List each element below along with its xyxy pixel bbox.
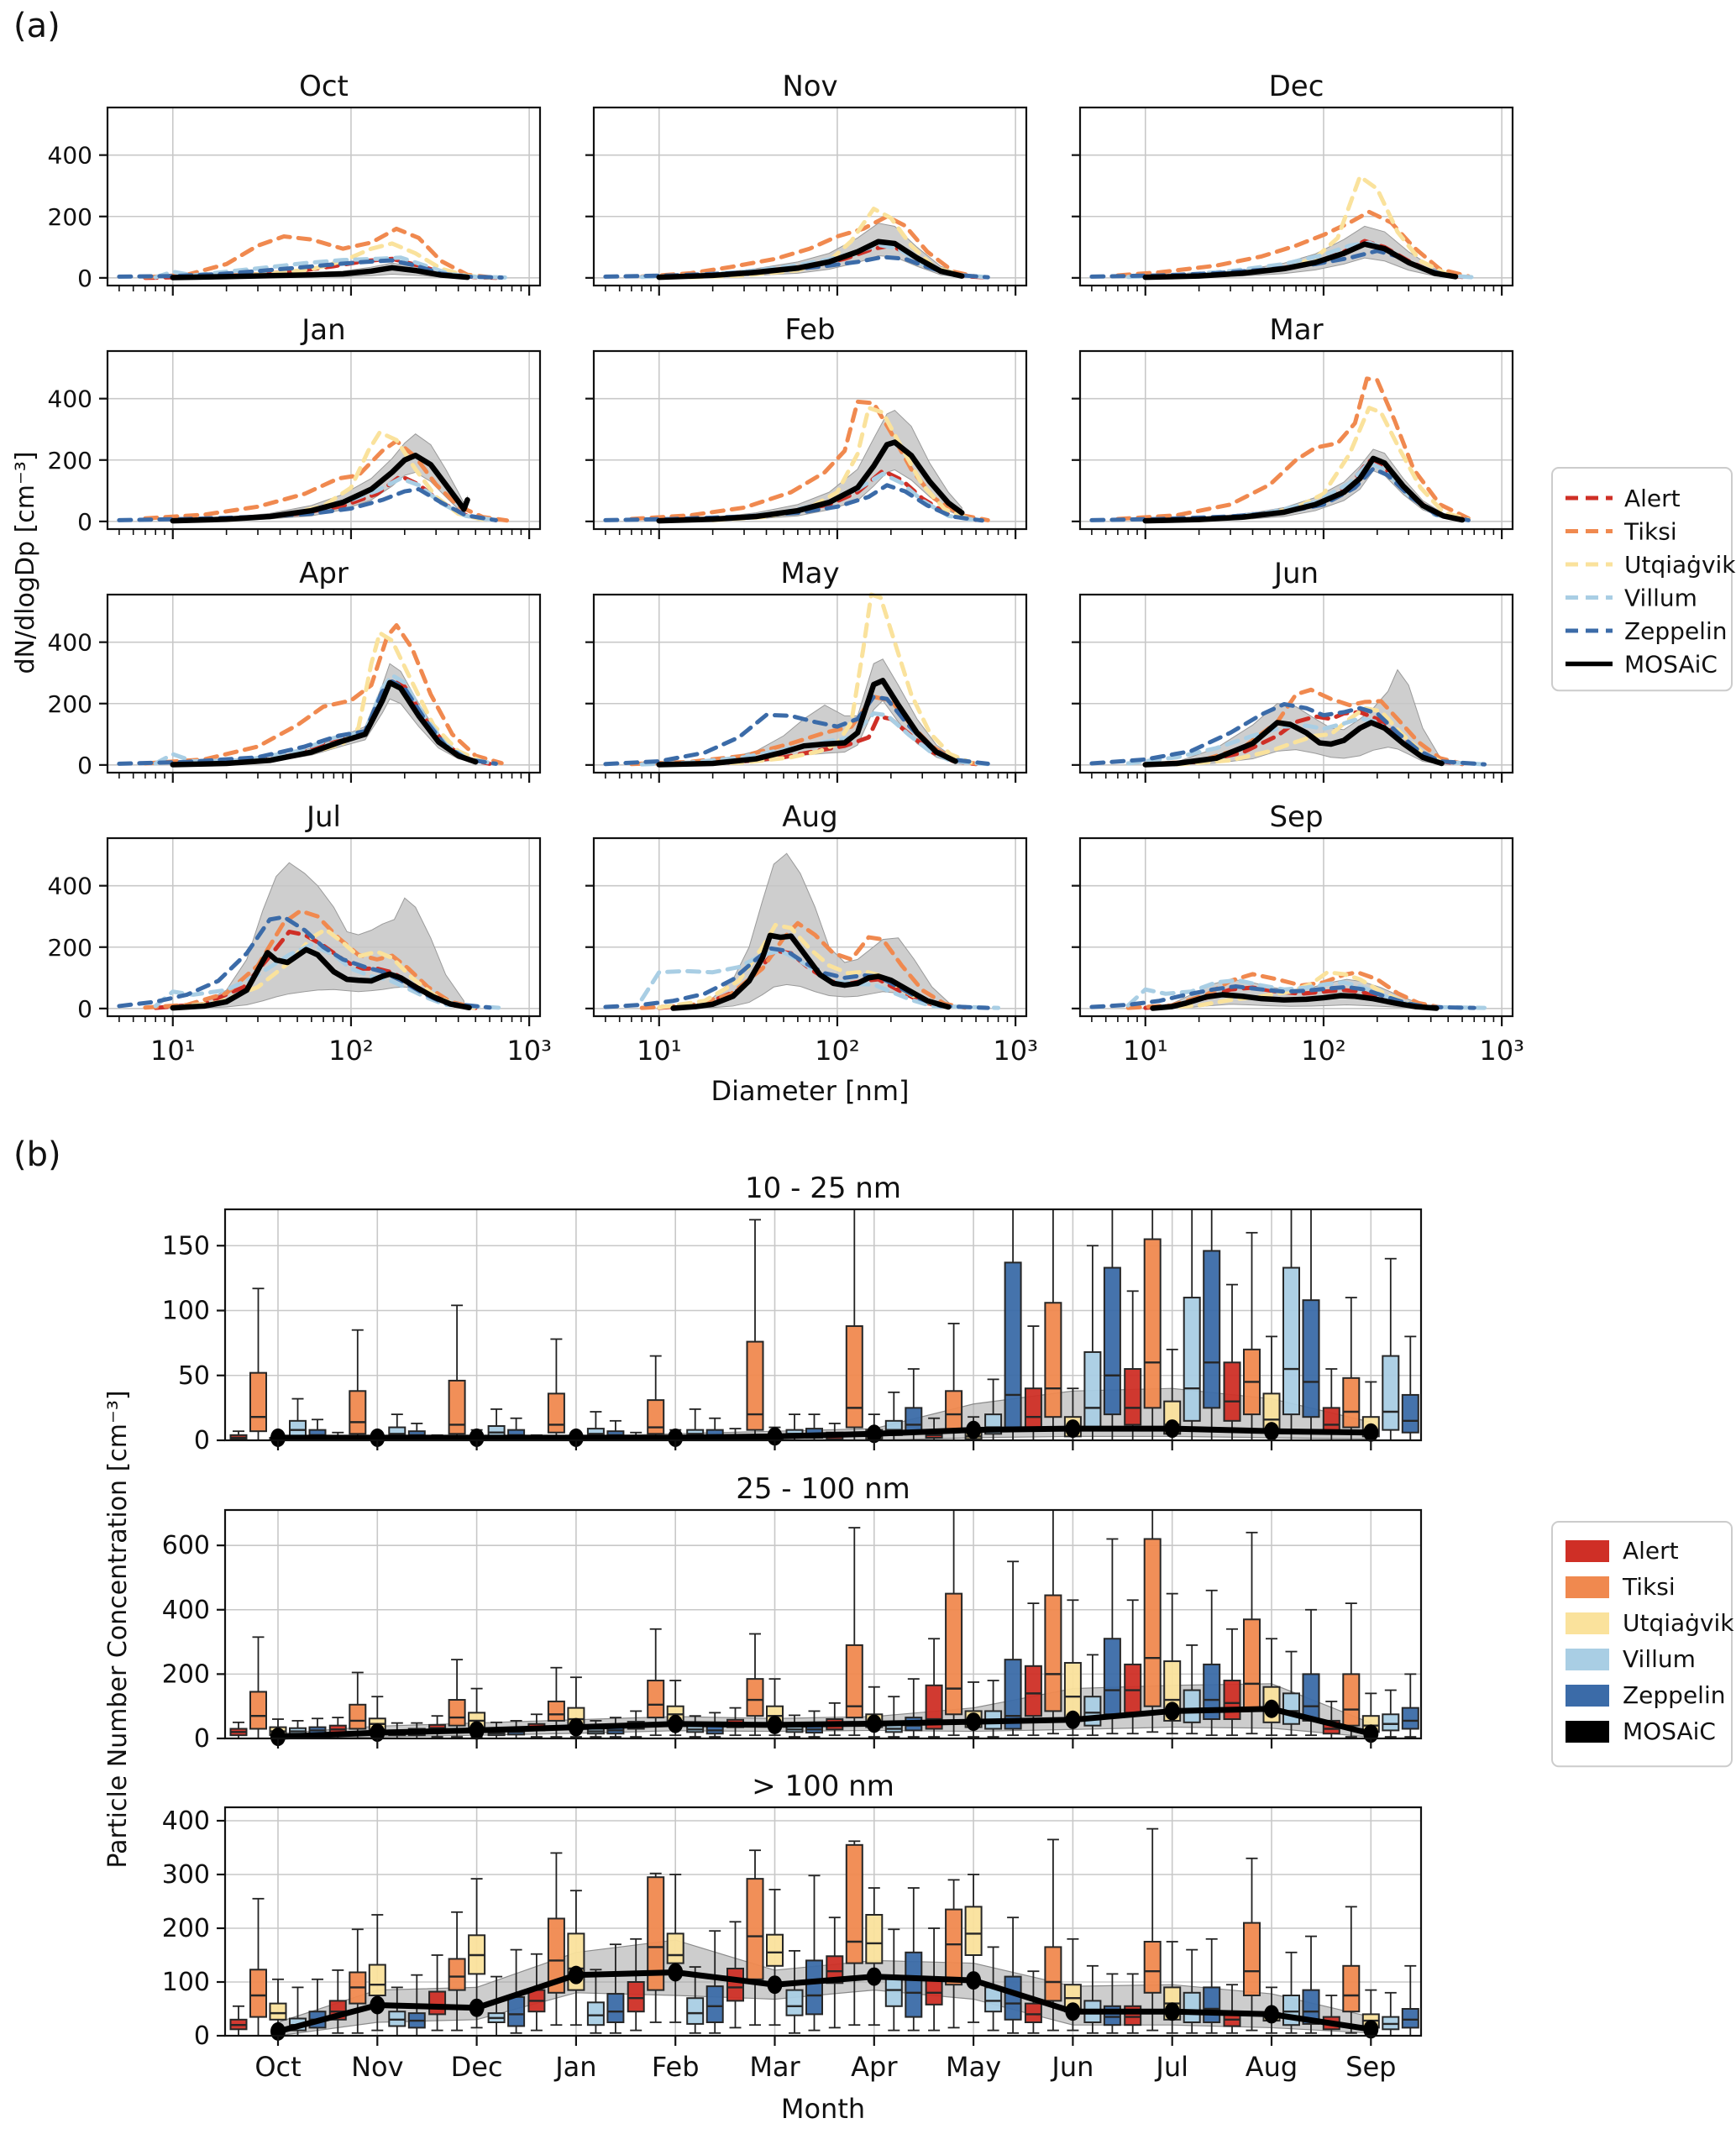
utqiagvik-box-feb: [668, 1874, 684, 2022]
subplot-nov: [585, 70, 1026, 296]
boxplot-title: 10 - 25 nm: [745, 1172, 901, 1205]
subplot-jun: [1072, 557, 1513, 783]
mosaic-dot: [569, 1966, 584, 1985]
alert-box-oct: [231, 1722, 247, 1738]
subplot-apr: [48, 557, 540, 783]
boxplot-2: [162, 1770, 1421, 2083]
subplot-title: Jan: [302, 313, 346, 347]
subplot-dec: [1072, 70, 1513, 296]
mosaic-dot: [966, 1421, 981, 1439]
month-tick-label: Oct: [254, 2051, 302, 2083]
mosaic-dot: [668, 1715, 683, 1733]
alert-box-oct: [231, 1431, 247, 1440]
villum-box-sep: [1382, 1993, 1398, 2036]
month-tick-label: Dec: [450, 2051, 503, 2083]
y-tick-label: 400: [47, 385, 92, 413]
alert-box-apr: [826, 1917, 842, 2027]
panel-a-legend: [1552, 468, 1736, 690]
x-tick-label: 10¹: [636, 1035, 682, 1067]
alert-box-jun: [1025, 1326, 1041, 1440]
subplot-title: Sep: [1269, 800, 1324, 834]
y-tick-label: 200: [47, 202, 92, 231]
subplot-sep: [1072, 800, 1524, 1067]
x-tick-label: 10²: [1301, 1035, 1346, 1067]
month-tick-label: Sep: [1345, 2051, 1397, 2083]
y-tick-label: 400: [47, 141, 92, 170]
x-tick-label: 10²: [815, 1035, 860, 1067]
mosaic-dot: [1264, 2005, 1279, 2023]
subplot-title: Nov: [782, 70, 838, 103]
alert-box-mar: [727, 1922, 743, 2027]
y-tick-label: 200: [161, 1914, 210, 1943]
villum-box-sep: [1382, 1691, 1398, 1738]
mosaic-dot: [966, 1971, 981, 1990]
panel-b-xlabel: Month: [780, 2093, 866, 2125]
villum-box-jun: [1084, 1245, 1100, 1440]
zeppelin-box-may: [1005, 1209, 1021, 1440]
panel-b-legend: [1552, 1522, 1734, 1766]
zeppelin-box-jul: [1204, 1939, 1219, 2033]
mosaic-dot: [1165, 1419, 1180, 1438]
y-tick-label: 0: [77, 507, 92, 536]
subplot-title: Feb: [784, 313, 836, 347]
tiksi-box-dec: [449, 1305, 465, 1440]
month-tick-label: May: [946, 2051, 1002, 2083]
alert-box-jun: [1025, 1603, 1041, 1735]
y-tick-label: 0: [193, 1426, 210, 1455]
subplot-title: May: [780, 557, 840, 590]
zeppelin-box-apr: [905, 1888, 921, 2031]
utqiagvik-box-apr: [866, 1888, 882, 2025]
subplot-feb: [585, 313, 1026, 539]
tiksi-box-oct: [250, 1637, 266, 1738]
panel-a-label: (a): [13, 7, 60, 45]
utqiagvik-box-jan: [568, 1890, 584, 2025]
tiksi-legend-swatch: [1566, 1576, 1609, 1598]
y-tick-label: 400: [161, 1595, 210, 1625]
zeppelin-box-sep: [1403, 1336, 1419, 1440]
y-tick-label: 0: [77, 751, 92, 779]
boxplot-0: [162, 1172, 1421, 1455]
month-tick-label: Jun: [1052, 2051, 1094, 2083]
mosaic-dot: [370, 1996, 385, 2015]
mosaic-legend-label: MOSAiC: [1624, 650, 1718, 679]
villum-box-aug: [1283, 1209, 1299, 1440]
panel-a-xlabel: Diameter [nm]: [711, 1075, 910, 1107]
x-tick-label: 10³: [993, 1035, 1038, 1067]
zeppelin-box-jul: [1204, 1591, 1219, 1735]
mosaic-legend-swatch: [1566, 1721, 1609, 1743]
y-tick-label: 100: [161, 1968, 210, 1997]
x-tick-label: 10²: [328, 1035, 374, 1067]
villum-box-jul: [1184, 1645, 1200, 1733]
y-tick-label: 0: [77, 994, 92, 1023]
tiksi-box-aug: [1244, 1533, 1260, 1733]
month-tick-label: Apr: [851, 2051, 898, 2083]
mosaic-dot: [867, 1714, 882, 1733]
tiksi-box-may: [946, 1510, 962, 1735]
subplot-oct: [48, 70, 540, 296]
zeppelin-box-aug: [1303, 1209, 1319, 1440]
tiksi-box-may: [946, 1324, 962, 1440]
panel-b-label: (b): [13, 1135, 61, 1174]
utqiagvik-box-mar: [767, 1890, 783, 2025]
alert-box-aug: [1225, 1629, 1240, 1735]
alert-legend-label: Alert: [1623, 1537, 1679, 1565]
subplot-title: Mar: [1269, 313, 1324, 347]
tiksi-box-sep: [1343, 1603, 1359, 1737]
zeppelin-box-apr: [905, 1679, 921, 1737]
month-tick-label: Jan: [555, 2051, 597, 2083]
panel-a-ylabel: dN/dlogDp [cm⁻³]: [11, 451, 40, 674]
tiksi-legend-label: Tiksi: [1623, 1573, 1676, 1601]
alert-box-jul: [1125, 1291, 1141, 1440]
subplot-aug: [585, 800, 1038, 1067]
tiksi-box-jan: [548, 1339, 564, 1440]
tiksi-box-jul: [1145, 1209, 1161, 1440]
tiksi-box-may: [946, 1880, 962, 2027]
villum-box-mar: [787, 1951, 803, 2033]
y-tick-label: 600: [161, 1531, 210, 1561]
y-tick-label: 50: [177, 1361, 210, 1391]
utqiagvik-legend-label: Utqiaġvik: [1624, 551, 1736, 579]
mosaic-dot: [867, 1968, 882, 1986]
mosaic-dot: [768, 1716, 783, 1734]
alert-box-aug: [1225, 1285, 1240, 1440]
boxplot-title: 25 - 100 nm: [736, 1472, 910, 1506]
month-tick-label: Mar: [749, 2051, 800, 2083]
alert-box-oct: [231, 2006, 247, 2036]
x-tick-label: 10¹: [1122, 1035, 1168, 1067]
month-tick-label: Jul: [1156, 2051, 1189, 2083]
zeppelin-box-mar: [806, 1875, 822, 2030]
month-tick-label: Nov: [351, 2051, 404, 2083]
y-tick-label: 400: [47, 872, 92, 900]
y-tick-label: 200: [47, 689, 92, 718]
zeppelin-box-may: [1005, 1561, 1021, 1735]
y-tick-label: 0: [193, 2021, 210, 2051]
subplot-title: Jul: [306, 800, 342, 834]
tiksi-box-sep: [1343, 1298, 1359, 1440]
subplot-title: Oct: [299, 70, 349, 103]
subplot-jan: [48, 313, 540, 539]
zeppelin-box-sep: [1403, 1966, 1419, 2036]
utqiagvik-box-aug: [1264, 1639, 1280, 1735]
mosaic-dot: [1264, 1700, 1279, 1718]
subplot-may: [585, 557, 1026, 783]
mosaic-dot: [1264, 1422, 1279, 1440]
tiksi-box-dec: [449, 1659, 465, 1737]
zeppelin-box-jul: [1204, 1209, 1219, 1440]
villum-legend-label: Villum: [1623, 1645, 1696, 1673]
mosaic-dot: [1165, 1701, 1180, 1720]
tiksi-box-jun: [1045, 1209, 1061, 1440]
tiksi-box-feb: [648, 1356, 663, 1440]
utqiagvik-legend-swatch: [1566, 1612, 1609, 1634]
alert-legend-label: Alert: [1624, 485, 1681, 512]
villum-box-jul: [1184, 1209, 1200, 1440]
y-tick-label: 400: [161, 1806, 210, 1836]
tiksi-box-nov: [349, 1330, 365, 1440]
y-tick-label: 0: [77, 264, 92, 292]
mosaic-legend-label: MOSAiC: [1623, 1717, 1716, 1745]
subplot-title: Jun: [1273, 557, 1319, 590]
villum-box-sep: [1382, 1259, 1398, 1440]
y-tick-label: 0: [193, 1724, 210, 1754]
tiksi-box-apr: [847, 1841, 863, 2025]
panel-b-chart: [0, 1125, 1736, 2134]
tiksi-box-jul: [1145, 1510, 1161, 1732]
x-tick-label: 10³: [1479, 1035, 1524, 1067]
utqiagvik-legend-label: Utqiaġvik: [1623, 1609, 1734, 1637]
mosaic-dot: [469, 1999, 485, 2017]
y-tick-label: 150: [161, 1231, 210, 1261]
boxplot-title: > 100 nm: [752, 1770, 894, 1803]
zeppelin-legend-swatch: [1566, 1685, 1609, 1707]
y-tick-label: 300: [161, 1860, 210, 1890]
y-tick-label: 200: [47, 446, 92, 475]
tiksi-box-nov: [349, 1672, 365, 1738]
subplot-mar: [1072, 313, 1513, 539]
subplot-jul: [48, 800, 552, 1067]
tiksi-box-apr: [847, 1209, 863, 1440]
mosaic-dot: [1065, 1419, 1080, 1438]
tiksi-box-oct: [250, 1288, 266, 1440]
y-tick-label: 100: [161, 1296, 210, 1326]
villum-legend-label: Villum: [1624, 584, 1697, 612]
zeppelin-legend-label: Zeppelin: [1624, 617, 1728, 645]
mosaic-dot: [1065, 2002, 1080, 2021]
month-tick-label: Feb: [651, 2051, 700, 2083]
subplot-title: Dec: [1268, 70, 1324, 103]
y-tick-label: 200: [161, 1659, 210, 1690]
mosaic-dot: [469, 1721, 485, 1739]
y-tick-label: 200: [47, 933, 92, 962]
y-tick-label: 400: [47, 628, 92, 657]
mosaic-dot: [569, 1718, 584, 1737]
tiksi-box-jun: [1045, 1510, 1061, 1733]
subplot-title: Aug: [782, 800, 838, 834]
villum-legend-swatch: [1566, 1649, 1609, 1670]
x-tick-label: 10¹: [149, 1035, 196, 1067]
zeppelin-box-sep: [1403, 1674, 1419, 1737]
boxplot-1: [162, 1472, 1421, 1754]
zeppelin-legend-label: Zeppelin: [1623, 1681, 1726, 1709]
mosaic-dot: [966, 1712, 981, 1731]
tiksi-legend-label: Tiksi: [1624, 517, 1677, 546]
mosaic-dot: [1363, 1424, 1378, 1442]
zeppelin-box-jun: [1104, 1539, 1120, 1733]
tiksi-box-oct: [250, 1899, 266, 2036]
x-tick-label: 10³: [506, 1035, 552, 1067]
tiksi-box-feb: [648, 1874, 663, 2022]
mosaic-dot: [1165, 2002, 1180, 2021]
tiksi-box-apr: [847, 1528, 863, 1735]
villum-box-aug: [1283, 1652, 1299, 1736]
apr-alert-line: [173, 679, 490, 764]
tiksi-box-mar: [747, 1219, 763, 1440]
zeppelin-box-jun: [1104, 1209, 1120, 1440]
tiksi-box-aug: [1244, 1233, 1260, 1440]
mosaic-dot: [768, 1975, 783, 1994]
month-tick-label: Aug: [1245, 2051, 1298, 2083]
subplot-title: Apr: [299, 557, 349, 590]
mosaic-dot: [668, 1963, 683, 1981]
mosaic-band: [1146, 226, 1455, 277]
villum-box-oct: [290, 1399, 306, 1440]
alert-legend-swatch: [1566, 1540, 1609, 1562]
mosaic-band: [659, 659, 956, 765]
mosaic-dot: [1065, 1711, 1080, 1729]
panel-b-ylabel: Particle Number Concentration [cm⁻³]: [103, 1390, 133, 1869]
